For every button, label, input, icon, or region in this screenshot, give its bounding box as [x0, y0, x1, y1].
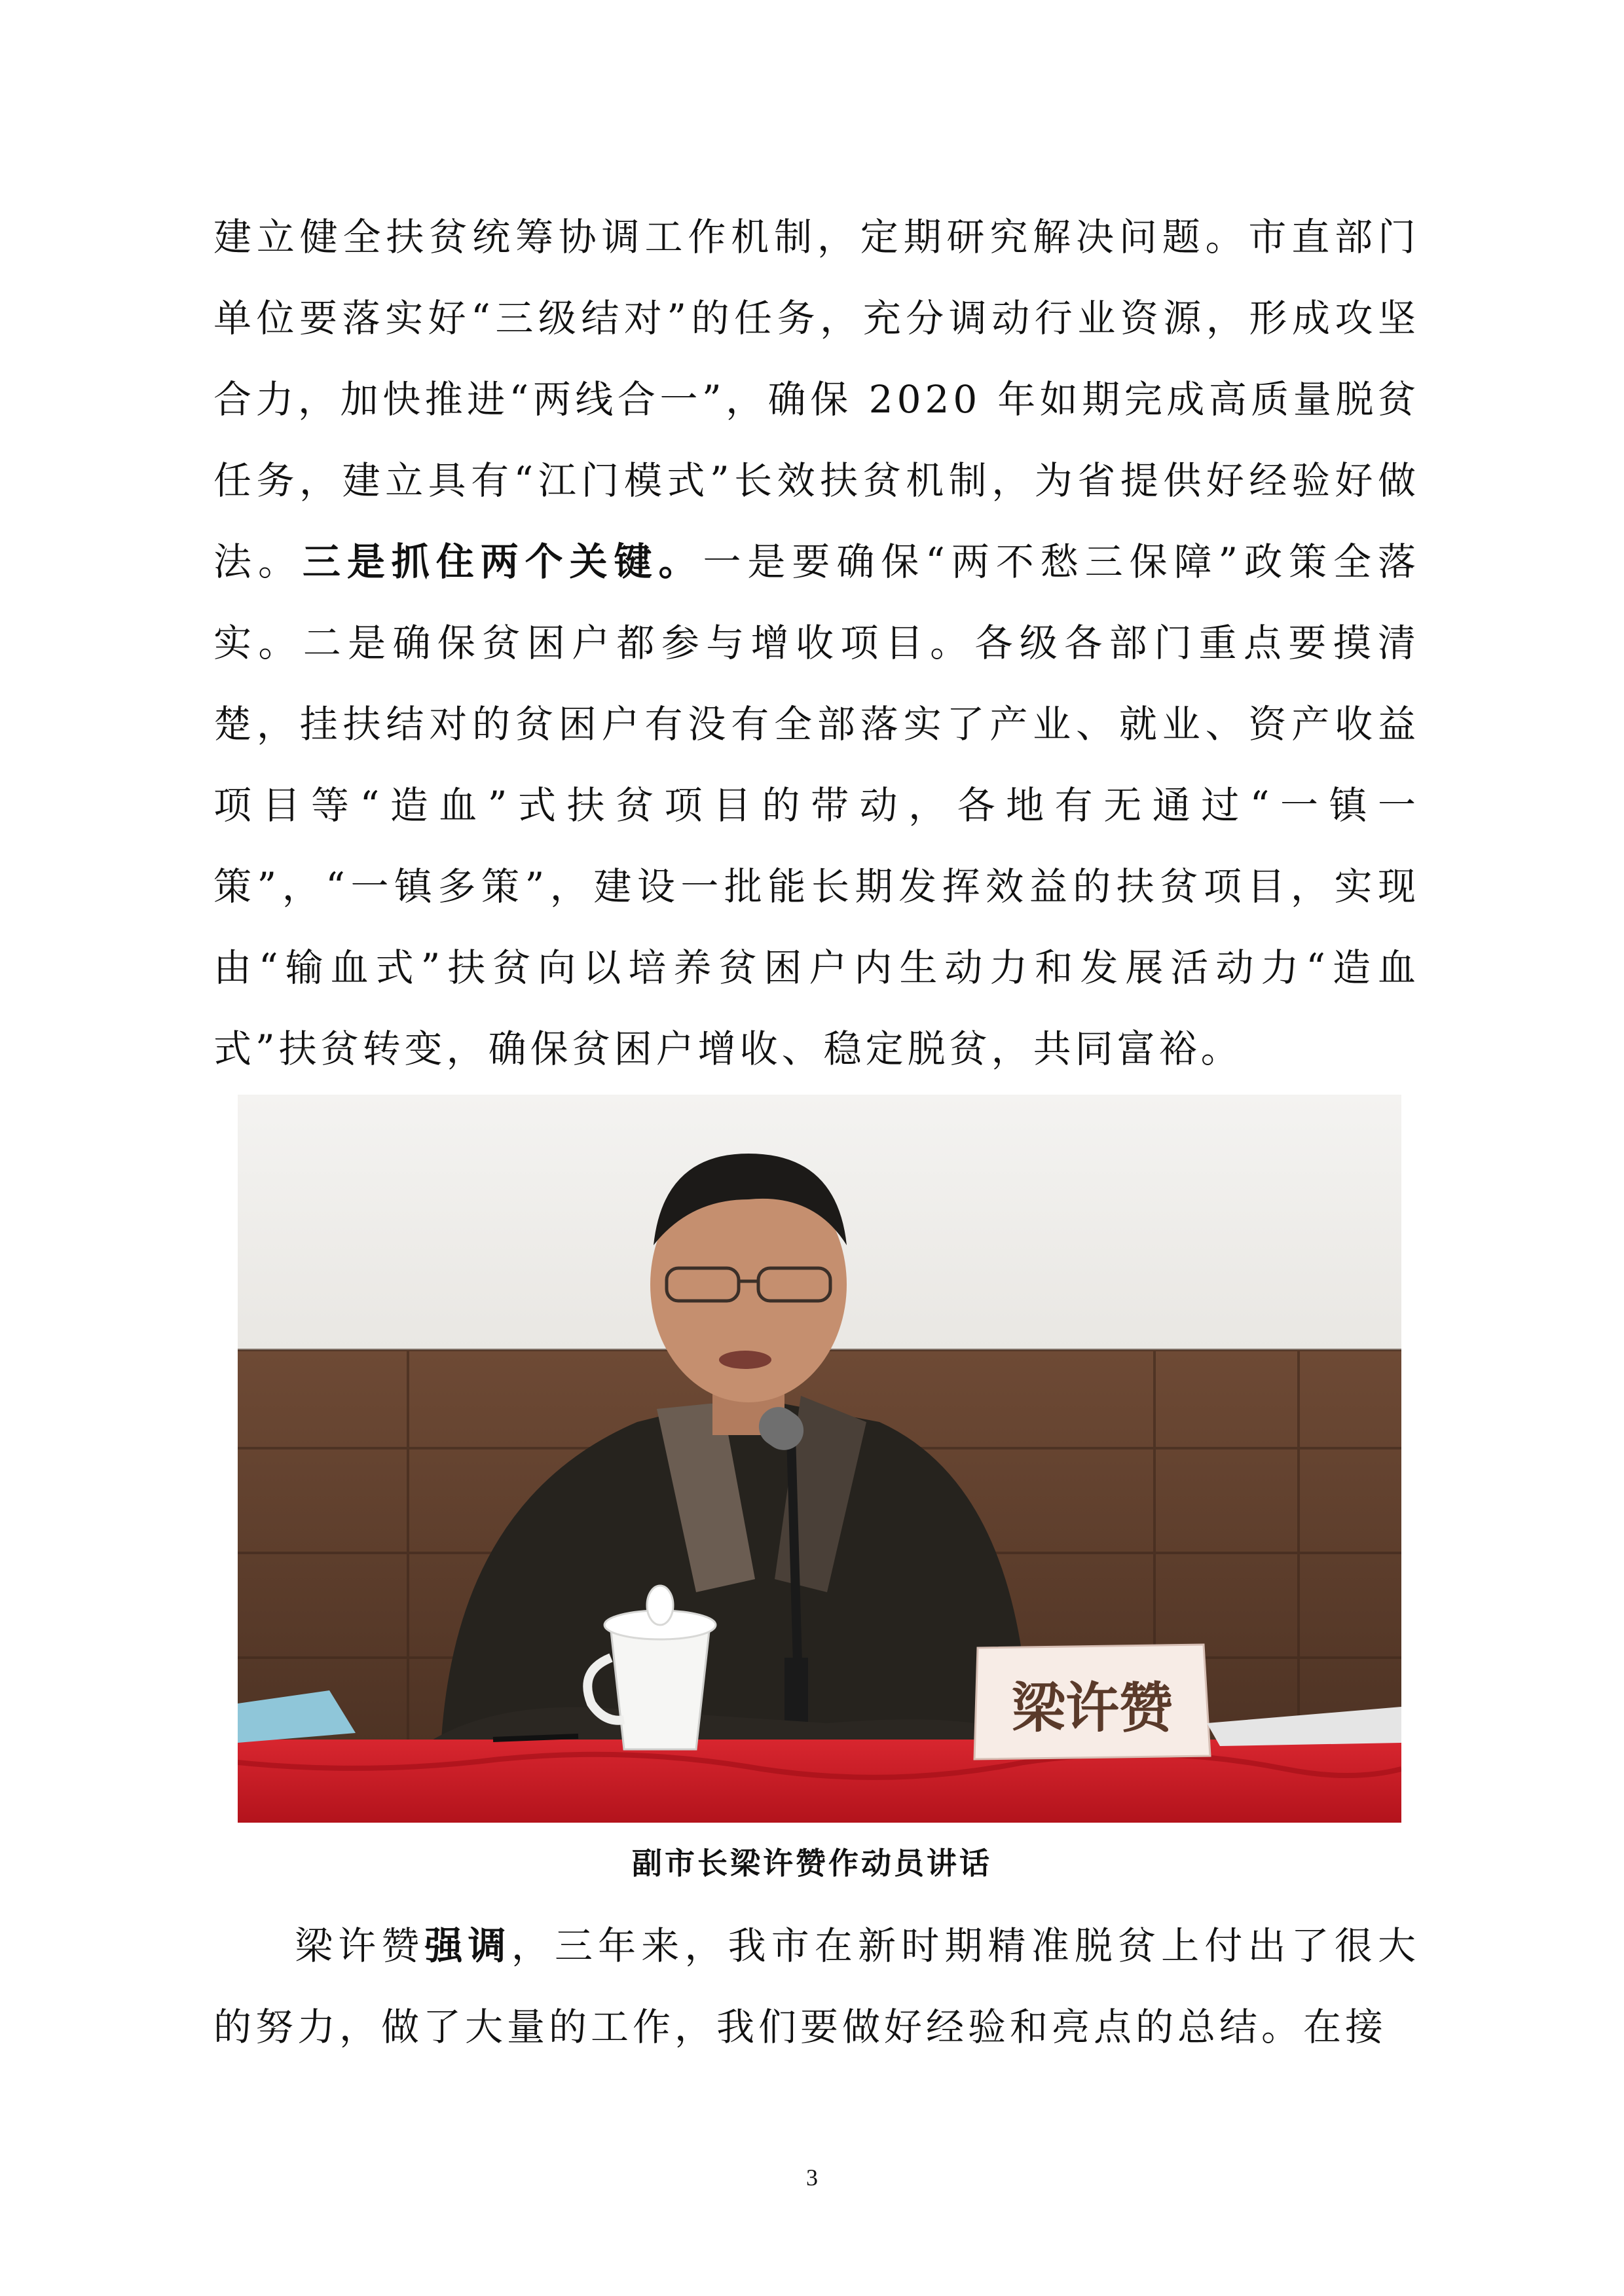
body-paragraph-1 — [213, 196, 1420, 1089]
photo-caption: 副市长梁许赞作动员讲话 — [632, 1846, 992, 1881]
body-paragraph-2 — [213, 1905, 1420, 2068]
paragraph-2-bold-word: 强调 — [424, 1923, 511, 1968]
paragraph-1-bold-heading: 三是抓住两个关键。 — [302, 539, 703, 584]
paragraph-2-text-a: 梁许赞 — [295, 1923, 425, 1968]
speaker-photo — [238, 1095, 1401, 1823]
page-number: 3 — [806, 2164, 818, 2191]
paragraph-1-text-a: 建立健全扶贫统筹协调工作机制，定期研究解决问题。市直部门单位要落实好“三级结对”的任务，充分调动行业资源，形成攻坚合力，加快推进“两线合一”，确保 2020 年如期完成高质量脱贫任务，建立具有“江门模式”长效扶贫机制，为省提供好经验好做法。 — [213, 215, 1420, 584]
nameplate-text: 梁许赞 — [1011, 1677, 1173, 1740]
paragraph-1-text-b: 一是要确保“两不愁三保障”政策全落实。二是确保贫困户都参与增收项目。各级各部门重点要摸清楚，挂扶结对的贫困户有没有全部落实了产业、就业、资产收益项目等“造血”式扶贫项目的带动，各地有无通过“一镇一策”，“一镇多策”，建设一批能长期发挥效益的扶贫项目，实现由“输血式”扶贫向以培养贫困户内生动力和发展活动力“造血式”扶贫转变，确保贫困户增收、稳定脱贫，共同富裕。 — [213, 539, 1420, 1071]
paragraph-2-text-b: ，三年来，我市在新时期精准脱贫上付出了很大的努力，做了大量的工作，我们要做好经验和亮点的总结。在接 — [213, 1923, 1420, 2049]
